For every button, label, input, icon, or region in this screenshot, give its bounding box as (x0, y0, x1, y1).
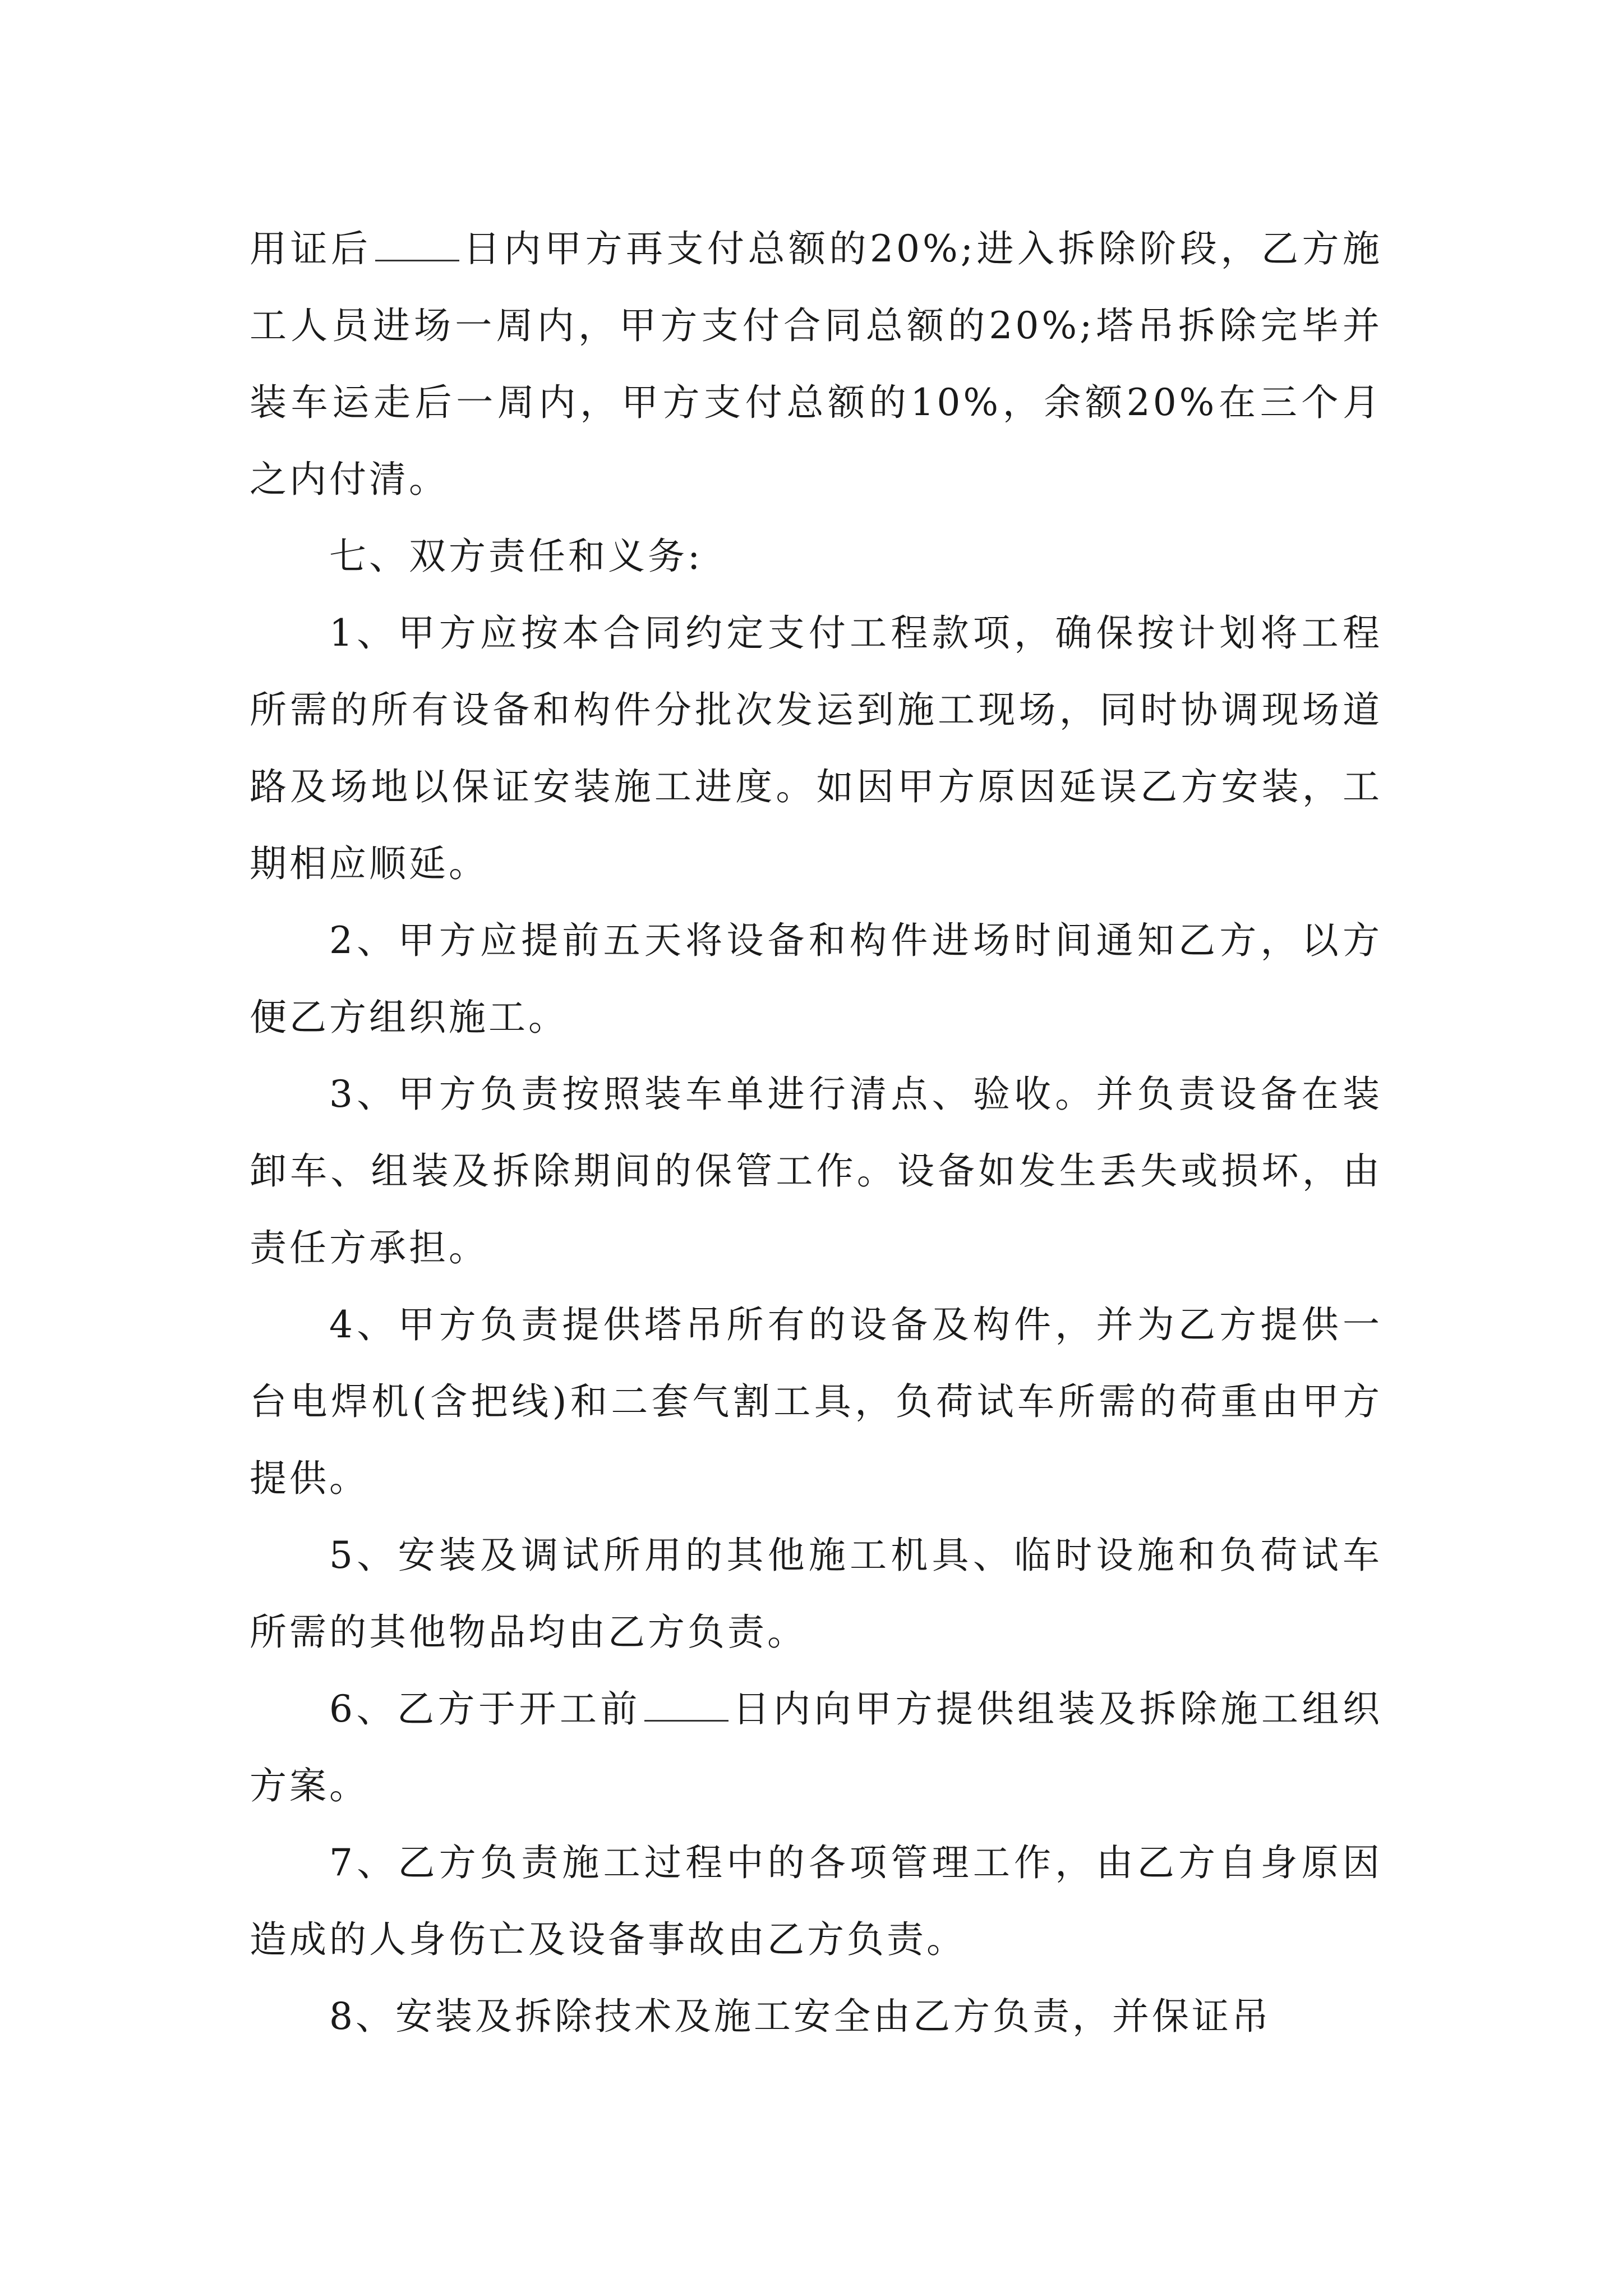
text-segment: 日内甲方再支付总额的20%;进入拆除阶段，乙方施工人员进场一周内，甲方支付合同总额的20%;塔吊拆除完毕并装车运走后一周内，甲方支付总额的10%，余额20%在三个月之内付清。 (250, 227, 1383, 501)
section-heading-responsibilities (250, 518, 1382, 595)
text-segment: 6、乙方于开工前 (329, 1687, 641, 1731)
text-segment: 8、安装及拆除技术及施工安全由乙方负责，并保证吊 (329, 1995, 1271, 2038)
text-segment: 3、甲方负责按照装车单进行清点、验收。并负责设备在装卸车、组装及拆除期间的保管工作。设备如发生丢失或损坏，由责任方承担。 (250, 1073, 1382, 1269)
clause-2 (250, 902, 1382, 1056)
text-segment: 七、双方责任和义务: (329, 535, 703, 578)
text-segment: 1、甲方应按本合同约定支付工程款项，确保按计划将工程所需的所有设备和构件分批次发运到施工现场，同时协调现场道路及场地以保证安装施工进度。如因甲方原因延误乙方安装，工期相应顺延。 (250, 611, 1382, 885)
clause-1 (250, 595, 1382, 902)
text-segment: 用证后 (250, 227, 372, 270)
clause-8 (250, 1978, 1382, 2055)
text-segment: 2、甲方应提前五天将设备和构件进场时间通知乙方，以方便乙方组织施工。 (250, 919, 1382, 1039)
clause-5 (250, 1517, 1382, 1671)
clause-4 (250, 1286, 1382, 1517)
fill-in-blank (644, 1690, 728, 1722)
clause-6 (250, 1671, 1382, 1824)
clause-3 (250, 1056, 1382, 1286)
contract-body (250, 210, 1382, 2055)
text-segment: 日内向甲方提供组装及拆除施工组织方案。 (250, 1687, 1382, 1807)
clause-7 (250, 1824, 1382, 1978)
fill-in-blank (375, 229, 459, 261)
paragraph-payment-terms (250, 210, 1382, 518)
text-segment: 7、乙方负责施工过程中的各项管理工作，由乙方自身原因造成的人身伤亡及设备事故由乙方负责。 (250, 1841, 1382, 1961)
text-segment: 5、安装及调试所用的其他施工机具、临时设施和负荷试车所需的其他物品均由乙方负责。 (250, 1534, 1382, 1654)
text-segment: 4、甲方负责提供塔吊所有的设备及构件，并为乙方提供一台电焊机(含把线)和二套气割工具，负荷试车所需的荷重由甲方提供。 (250, 1303, 1382, 1500)
